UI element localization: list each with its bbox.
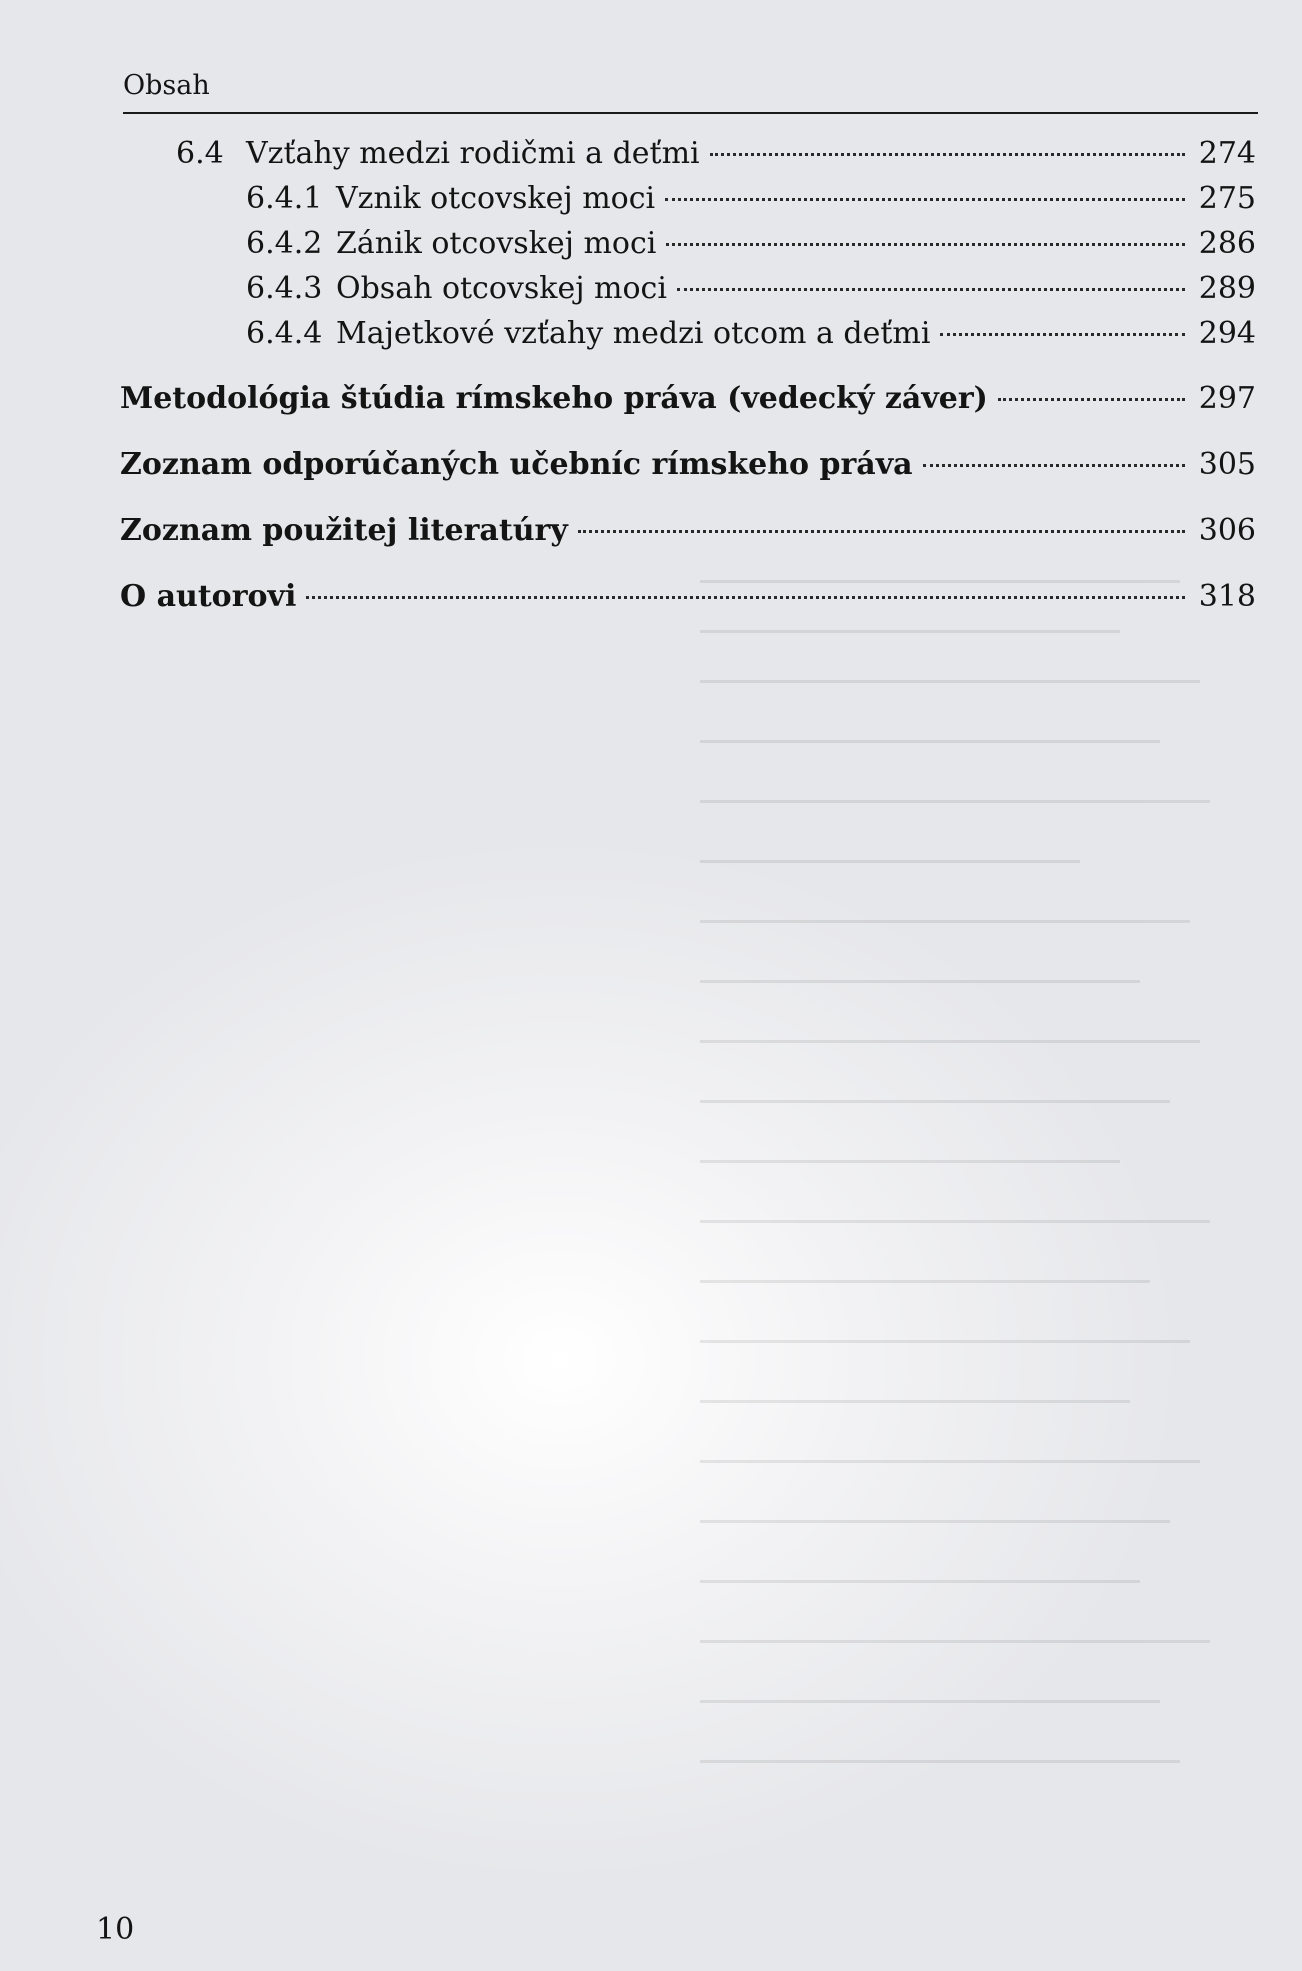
dot-leader <box>923 464 1185 467</box>
header-rule <box>123 112 1258 114</box>
toc-entry-page: 297 <box>1198 381 1256 416</box>
toc-entry-page: 305 <box>1198 447 1256 482</box>
toc-entry <box>246 267 1256 311</box>
dot-leader <box>578 530 1185 533</box>
toc-entry-number: 6.4.1 <box>246 181 323 216</box>
toc-chapter-entry <box>120 443 1256 487</box>
toc-entry-page: 274 <box>1198 136 1256 171</box>
dot-leader <box>998 398 1185 401</box>
dot-leader <box>677 288 1185 291</box>
toc-entry-page: 286 <box>1198 226 1256 261</box>
dot-leader <box>306 596 1184 599</box>
toc-entry-title: Obsah otcovskej moci <box>336 271 667 306</box>
toc-entry-title: Zoznam odporúčaných učebníc rímskeho práva <box>120 447 913 482</box>
toc-entry-page: 275 <box>1198 181 1256 216</box>
page-number: 10 <box>96 1912 135 1947</box>
dot-leader <box>940 333 1184 336</box>
toc-entry-number: 6.4.2 <box>246 226 323 261</box>
toc-entry <box>246 177 1256 221</box>
toc-entry <box>246 222 1256 266</box>
toc-chapter-entry <box>120 575 1256 619</box>
toc-entry-number: 6.4 <box>176 136 224 171</box>
show-through-texture <box>700 560 1240 1860</box>
toc-entry-page: 318 <box>1198 579 1256 614</box>
dot-leader <box>665 198 1185 201</box>
toc-entry-title: Vznik otcovskej moci <box>336 181 656 216</box>
toc-entry-page: 306 <box>1198 513 1256 548</box>
dot-leader <box>666 243 1184 246</box>
toc-entry-title: Majetkové vzťahy medzi otcom a deťmi <box>336 316 931 351</box>
toc-entry-number: 6.4.4 <box>246 316 323 351</box>
running-header: Obsah <box>123 70 210 101</box>
toc-entry-title: Metodológia štúdia rímskeho práva (vedecký záver) <box>120 381 988 416</box>
dot-leader <box>710 153 1185 156</box>
toc-entry-page: 289 <box>1198 271 1256 306</box>
toc-entry-number: 6.4.3 <box>246 271 323 306</box>
toc-entry-title: Zánik otcovskej moci <box>336 226 657 261</box>
toc-entry-title: O autorovi <box>120 579 297 614</box>
toc-entry-page: 294 <box>1198 316 1256 351</box>
toc-entry-title: Vzťahy medzi rodičmi a deťmi <box>246 136 700 171</box>
toc-entry-title: Zoznam použitej literatúry <box>120 513 568 548</box>
toc-chapter-entry <box>120 509 1256 553</box>
toc-chapter-entry <box>120 377 1256 421</box>
toc-entry <box>246 312 1256 356</box>
toc-entry <box>176 132 1256 176</box>
